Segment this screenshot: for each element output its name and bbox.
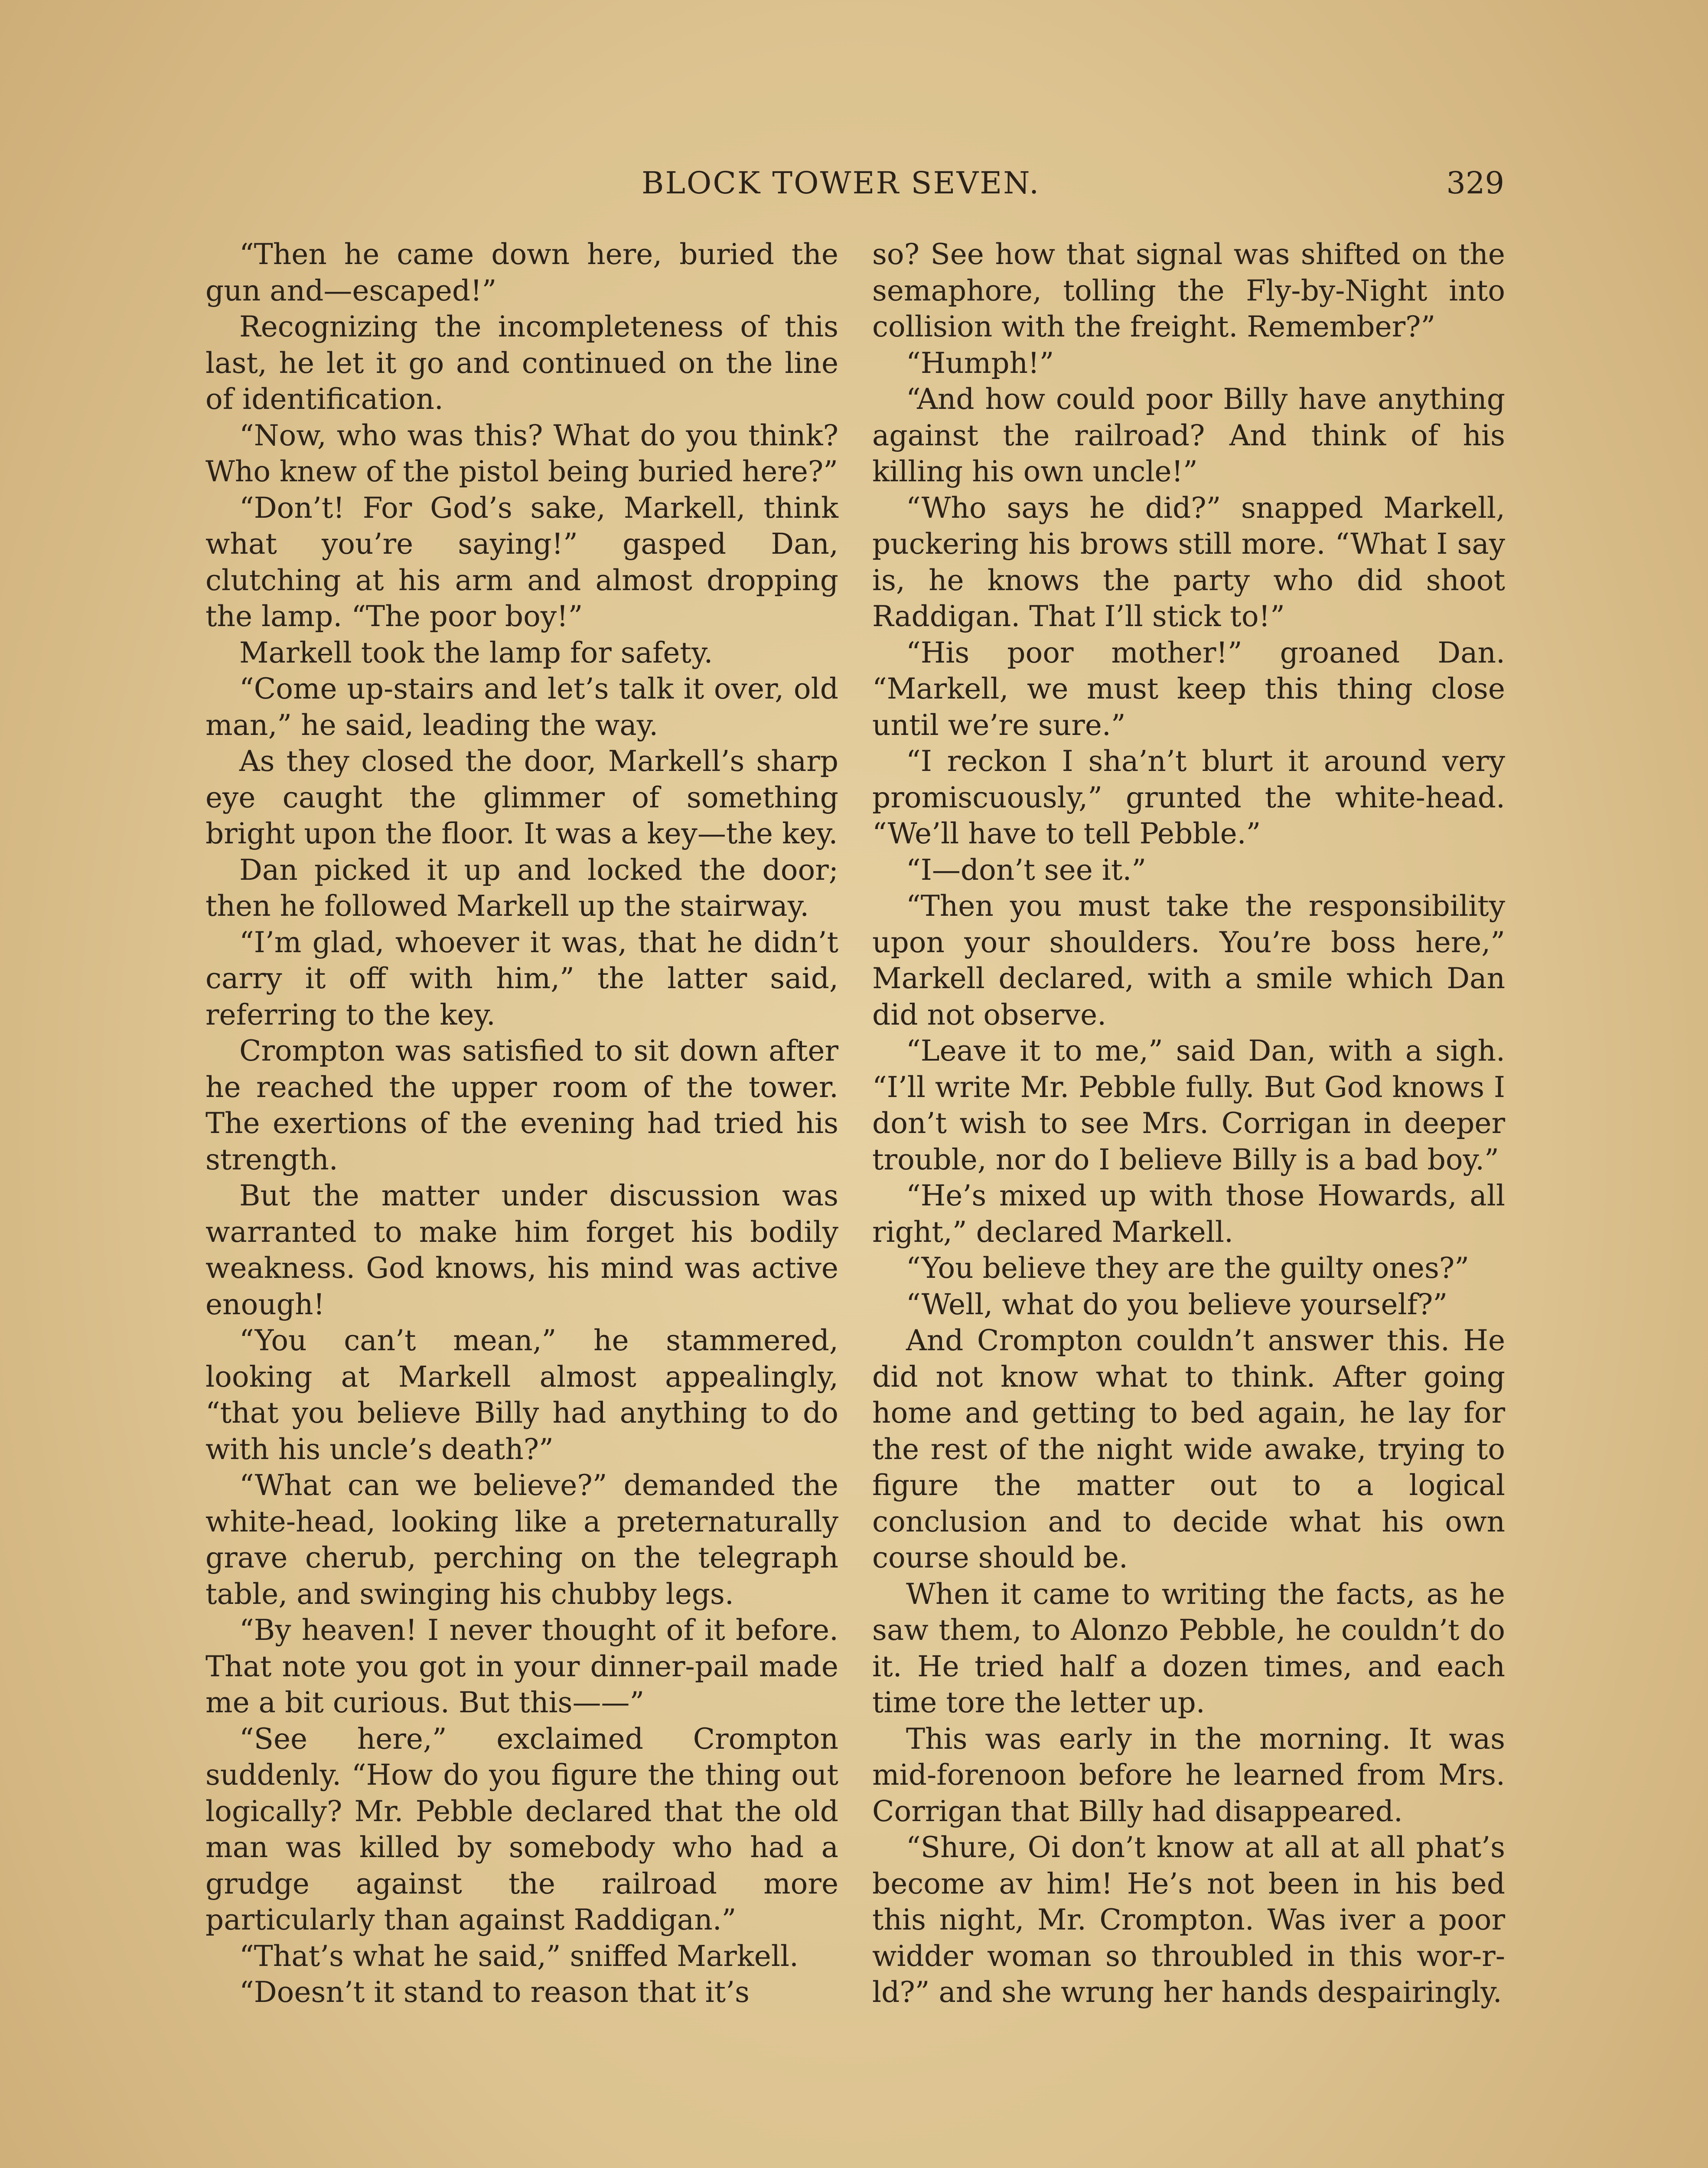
paragraph: “You believe they are the guilty ones?” [906,1251,1469,1285]
paragraph-continuation: so? See how that signal was shifted on the semaphore, tolling the Fly-by-Night into collision with the freight. Remember?” [872,238,1505,343]
right-column [872,236,1505,2011]
paragraph: As they closed the door, Markell’s sharp eye caught the glimmer of something bright upon the floor. It was a key—the key. [205,744,838,850]
paragraph: “Come up-stairs and let’s talk it over, old man,” he said, leading the way. [205,672,838,742]
left-column [205,236,838,2011]
paragraph: “I’m glad, whoever it was, that he didn’t carry it off with him,” the latter said, referring to the key. [205,925,838,1032]
paragraph: When it came to writing the facts, as he saw them, to Alonzo Pebble, he couldn’t do it. He tried half a dozen times, and each time tore the letter up. [872,1577,1505,1719]
paragraph: “Then he came down here, buried the gun and—escaped!” [205,238,838,307]
paragraph: “Shure, Oi don’t know at all at all phat’s become av him! He’s not been in his bed this night, Mr. Crompton. Was iver a poor widder woman so throubled in this wor-r-ld?” and she wrung her hands despairingly. [872,1831,1505,2009]
paragraph: “His poor mother!” groaned Dan. “Markell, we must keep this thing close until we’re sure.” [872,636,1505,742]
paragraph: “Humph!” [906,346,1054,380]
running-head [204,161,1504,209]
running-title: BLOCK TOWER SEVEN. [642,165,1040,201]
paragraph: “And how could poor Billy have anything against the railroad? And think of his killing his own uncle!” [872,382,1505,488]
paragraph: “What can we believe?” demanded the white-head, looking like a preternaturally grave cherub, perching on the telegraph table, and swinging his chubby legs. [205,1469,838,1611]
paragraph: “Now, who was this? What do you think? Who knew of the pistol being buried here?” [205,418,838,488]
paragraph: Recognizing the incompleteness of this last, he let it go and continued on the line of identification. [205,310,838,416]
paragraph: And Crompton couldn’t answer this. He did not know what to think. After going home and getting to bed again, he lay for the rest of the night wide awake, trying to figure the matter out to a logical conclusion and to decide what his own course should be. [872,1324,1505,1574]
paragraph: “I—don’t see it.” [906,853,1147,887]
paragraph: “See here,” exclaimed Crompton suddenly. “How do you figure the thing out logically? Mr. Pebble declared that the old man was killed by somebody who had a grudge against the railroad more particularly than against Raddigan.” [205,1722,838,1936]
paragraph: Markell took the lamp for safety. [239,636,713,669]
paragraph: Dan picked it up and locked the door; then he followed Markell up the stairway. [205,853,838,923]
paragraph: “Who says he did?” snapped Markell, puckering his brows still more. “What I say is, he knows the party who did shoot Raddigan. That I’ll stick to!” [872,491,1505,633]
page-number: 329 [1446,165,1504,201]
paragraph: “You can’t mean,” he stammered, looking at Markell almost appealingly, “that you believe Billy had anything to do with his uncle’s death?” [205,1324,838,1466]
paragraph: “By heaven! I never thought of it before. That note you got in your dinner-pail made me a bit curious. But this——” [205,1613,838,1719]
paragraph: “Leave it to me,” said Dan, with a sigh. “I’ll write Mr. Pebble fully. But God knows I don’t wish to see Mrs. Corrigan in deeper trouble, nor do I believe Billy is a bad boy.” [872,1034,1505,1176]
paragraph: “Then you must take the responsibility upon your shoulders. You’re boss here,” Markell declared, with a smile which Dan did not observe. [872,889,1505,1032]
paragraph: “Doesn’t it stand to reason that it’s [239,1975,750,2009]
paragraph: Crompton was satisfied to sit down after he reached the upper room of the tower. The exertions of the evening had tried his strength. [205,1034,838,1176]
paragraph: “I reckon I sha’n’t blurt it around very promiscuously,” grunted the white-head. “We’ll have to tell Pebble.” [872,744,1505,850]
paragraph: But the matter under discussion was warranted to make him forget his bodily weakness. God knows, his mind was active enough! [205,1179,838,1321]
paragraph: “Well, what do you believe yourself?” [906,1287,1448,1321]
paragraph: “He’s mixed up with those Howards, all right,” declared Markell. [872,1179,1505,1249]
paragraph: “That’s what he said,” sniffed Markell. [239,1939,799,1973]
paragraph: “Don’t! For God’s sake, Markell, think what you’re saying!” gasped Dan, clutching at his arm and almost dropping the lamp. “The poor boy!” [205,491,838,633]
paragraph: This was early in the morning. It was mid-forenoon before he learned from Mrs. Corrigan that Billy had disappeared. [872,1722,1505,1828]
